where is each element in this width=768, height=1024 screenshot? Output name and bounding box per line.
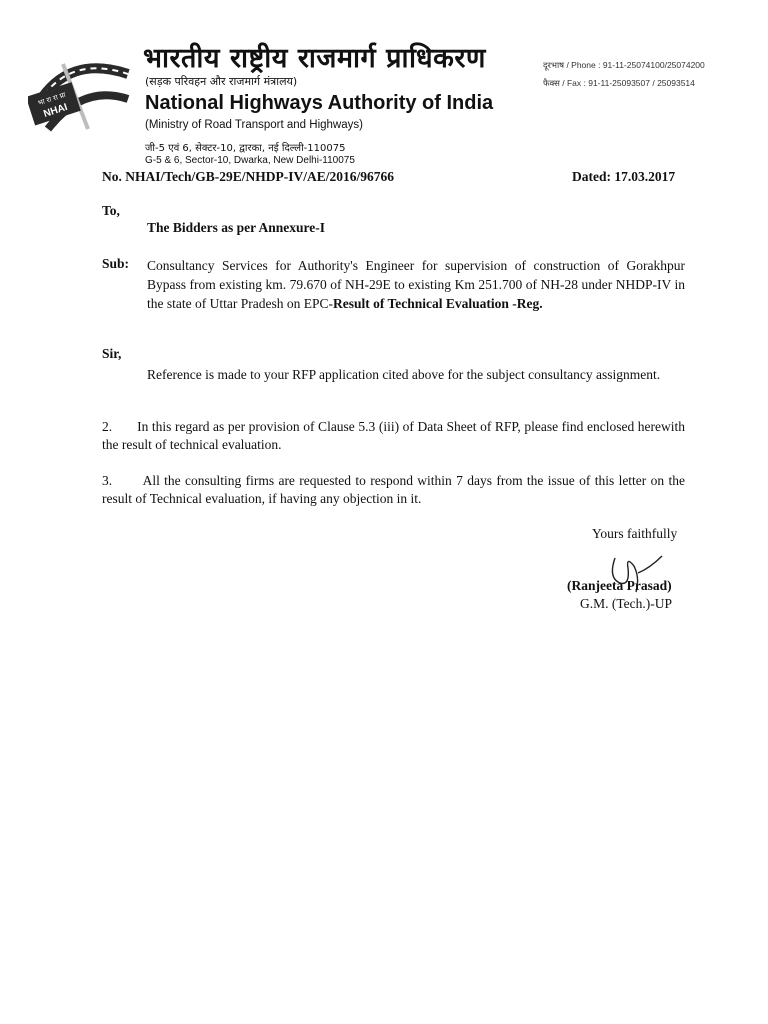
subject-main: Consultancy Services for Authority's Engineer for supervision of construction of Gorakhpur Bypass from existing km. 79.670 of NH-29E to existing Km 251.700 of NH-28 under NHDP-IV in the state of Uttar Pradesh on EPC- — [147, 258, 685, 311]
phone-line: दूरभाष / Phone : 91-11-25074100/25074200 — [543, 60, 705, 70]
org-hindi-subtitle: (सड़क परिवहन और राजमार्ग मंत्रालय) — [145, 75, 298, 88]
subject-label: Sub: — [102, 256, 130, 271]
salutation: Sir, — [102, 346, 122, 361]
subject-emphasis: Result of Technical Evaluation -Reg. — [332, 296, 543, 311]
reference-number: No. NHAI/Tech/GB-29E/NHDP-IV/AE/2016/96766 — [102, 169, 395, 184]
closing: Yours faithfully — [592, 526, 678, 541]
subject-text — [147, 256, 685, 313]
to-label: To, — [102, 203, 120, 218]
paragraph-1: Reference is made to your RFP application cited above for the subject consultancy assignment. — [147, 367, 661, 382]
org-hindi-title: भारतीय राष्ट्रीय राजमार्ग प्राधिकरण — [143, 43, 486, 74]
letter-date: Dated: 17.03.2017 — [572, 169, 676, 184]
logo-text: NHAI — [42, 101, 69, 120]
paragraph-3: 3. All the consulting firms are requested to respond within 7 days from the issue of this letter on the result of Technical evaluation, if having any objection in it. — [102, 473, 685, 506]
org-english-title: National Highways Authority of India — [145, 92, 494, 114]
ministry-line: (Ministry of Road Transport and Highways) — [145, 119, 363, 131]
address-hindi: जी-5 एवं 6, सेक्टर-10, द्वारका, नई दिल्ली-110075 — [145, 143, 346, 154]
nhai-logo — [28, 44, 138, 134]
signer-designation: G.M. (Tech.)-UP — [580, 596, 673, 611]
addressee: The Bidders as per Annexure-I — [147, 220, 326, 235]
logo-hindi-text: भा रा रा प्रा — [36, 90, 67, 108]
paragraph-2: 2. In this regard as per provision of Clause 5.3 (iii) of Data Sheet of RFP, please find enclosed herewith the result of technical evaluation. — [102, 419, 685, 452]
fax-line: फैक्स / Fax : 91-11-25093507 / 25093514 — [543, 78, 695, 88]
signer-name: (Ranjeeta Prasad) — [567, 578, 672, 593]
address-english: G-5 & 6, Sector-10, Dwarka, New Delhi-110075 — [145, 155, 355, 166]
